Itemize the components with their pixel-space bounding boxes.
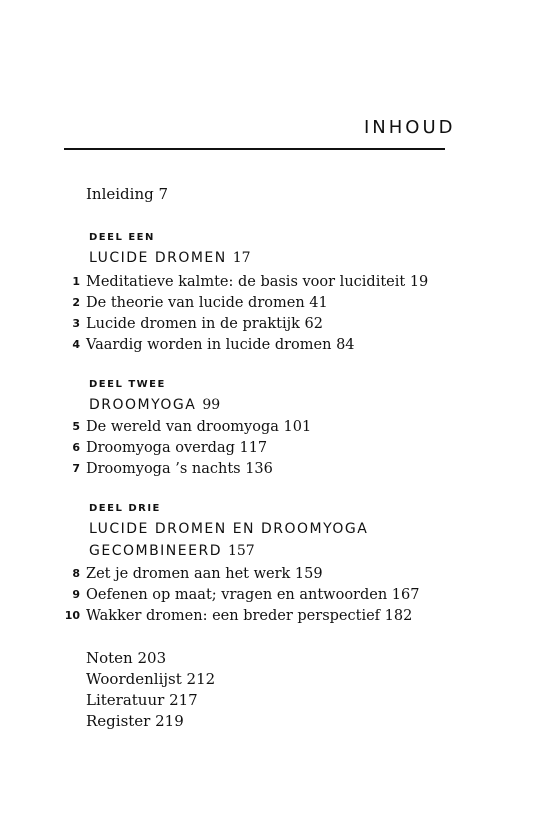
chapter-number: 7 — [72, 462, 80, 475]
part-label: DEEL TWEE — [89, 379, 166, 390]
chapter-title: Droomyoga overdag — [86, 440, 235, 456]
chapter-entry — [86, 564, 323, 584]
chapter-entry — [86, 438, 267, 458]
part-title-text: GECOMBINEERD — [89, 543, 222, 559]
chapter-number: 8 — [72, 567, 80, 580]
part-title: LUCIDE DROMEN EN DROOMYOGA — [89, 521, 369, 537]
part-page: 99 — [202, 397, 221, 413]
chapter-page: 167 — [391, 587, 420, 603]
back-matter-entry — [86, 711, 184, 731]
chapter-page: 117 — [239, 440, 268, 456]
chapter-entry — [86, 314, 323, 334]
part-page: 157 — [227, 543, 255, 559]
chapter-page: 159 — [294, 566, 323, 582]
chapter-page: 84 — [336, 337, 355, 353]
chapter-number: 9 — [72, 588, 80, 601]
chapter-entry — [86, 335, 355, 355]
chapter-number: 4 — [72, 338, 80, 351]
chapter-title: De theorie van lucide dromen — [86, 295, 305, 311]
part-title-text: LUCIDE DROMEN — [89, 250, 227, 266]
entry-title: Noten — [86, 649, 133, 667]
entry-page: 203 — [137, 649, 167, 667]
chapter-number: 3 — [72, 317, 80, 330]
part-label: DEEL EEN — [89, 232, 155, 243]
chapter-number: 10 — [64, 609, 80, 622]
entry-page: 7 — [158, 185, 169, 203]
chapter-page: 101 — [283, 419, 312, 435]
chapter-number: 6 — [72, 441, 80, 454]
entry-title: Inleiding — [86, 185, 154, 203]
chapter-page: 182 — [384, 608, 413, 624]
back-matter-entry — [86, 690, 198, 710]
toc-intro-entry — [86, 184, 168, 204]
chapter-page: 19 — [409, 274, 429, 290]
chapter-number: 2 — [72, 296, 80, 309]
chapter-title: Zet je dromen aan het werk — [86, 566, 291, 582]
chapter-entry — [86, 293, 328, 313]
back-matter-entry — [86, 648, 166, 668]
chapter-number: 1 — [72, 275, 80, 288]
chapter-page: 41 — [309, 295, 328, 311]
chapter-title: Oefenen op maat; vragen en antwoorden — [86, 587, 388, 603]
chapter-title: Meditatieve kalmte: de basis voor luciditeit — [86, 274, 406, 290]
chapter-title: Droomyoga ’s nachts — [86, 461, 241, 477]
entry-page: 217 — [169, 691, 198, 709]
part-title — [89, 395, 220, 415]
chapter-number: 5 — [72, 420, 80, 433]
chapter-entry — [86, 417, 311, 437]
part-page: 17 — [232, 250, 251, 266]
part-title-continued — [89, 541, 255, 561]
entry-title: Woordenlijst — [86, 670, 182, 688]
chapter-entry — [86, 606, 412, 626]
entry-title: Literatuur — [86, 691, 165, 709]
part-title — [89, 248, 251, 268]
chapter-title: Lucide dromen in de praktijk — [86, 316, 300, 332]
part-title-text: DROOMYOGA — [89, 397, 197, 413]
chapter-entry — [86, 585, 419, 605]
chapter-page: 136 — [245, 461, 273, 477]
chapter-entry — [86, 272, 428, 292]
heading-rule — [64, 148, 445, 150]
chapter-title: De wereld van droomyoga — [86, 419, 279, 435]
page-title: INHOUD — [364, 117, 456, 138]
entry-page: 219 — [155, 712, 184, 730]
chapter-page: 62 — [304, 316, 323, 332]
part-label: DEEL DRIE — [89, 503, 161, 514]
chapter-entry — [86, 459, 273, 479]
chapter-title: Vaardig worden in lucide dromen — [86, 337, 332, 353]
entry-title: Register — [86, 712, 151, 730]
back-matter-entry — [86, 669, 215, 689]
chapter-title: Wakker dromen: een breder perspectief — [86, 608, 381, 624]
entry-page: 212 — [186, 670, 216, 688]
